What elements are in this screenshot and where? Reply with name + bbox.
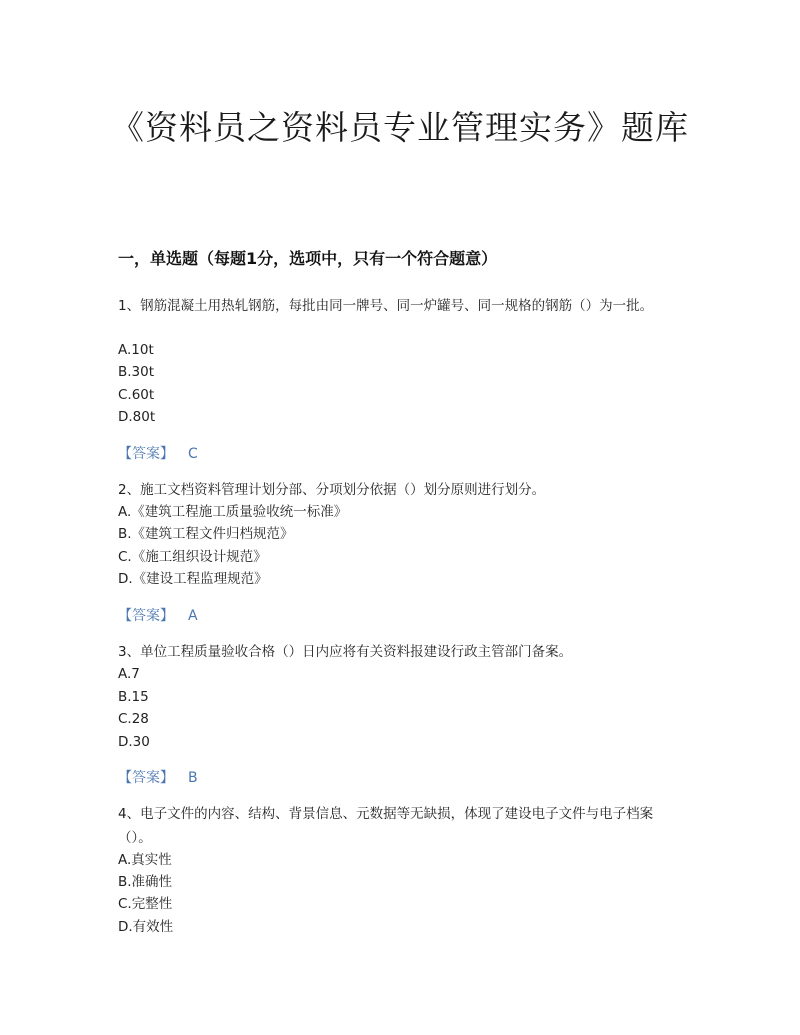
answer-value: C bbox=[188, 446, 198, 462]
question-4-option-d: D.有效性 bbox=[118, 919, 174, 935]
question-2-option-d: D.《建设工程监理规范》 bbox=[118, 571, 268, 587]
question-1-option-c: C.60t bbox=[118, 387, 155, 403]
question-4-option-c: C.完整性 bbox=[118, 896, 173, 912]
question-3-option-d: D.30 bbox=[118, 734, 150, 750]
answer-label: 【答案】 bbox=[118, 608, 174, 624]
question-1-answer bbox=[118, 443, 198, 463]
question-1-option-b: B.30t bbox=[118, 364, 155, 380]
question-2-text: 2、施工文档资料管理计划分部、分项划分依据（）划分原则进行划分。 bbox=[118, 482, 546, 498]
question-4-option-b: B.准确性 bbox=[118, 874, 173, 890]
question-2-answer bbox=[118, 605, 198, 625]
question-3-option-c: C.28 bbox=[118, 711, 149, 727]
question-3-text: 3、单位工程质量验收合格（）日内应将有关资料报建设行政主管部门备案。 bbox=[118, 644, 573, 660]
question-3-option-b: B.15 bbox=[118, 689, 149, 705]
question-1-option-d: D.80t bbox=[118, 409, 156, 425]
document-title: 《资料员之资料员专业管理实务》题库 bbox=[111, 108, 689, 147]
answer-label: 【答案】 bbox=[118, 446, 174, 462]
question-3-answer bbox=[118, 767, 198, 787]
answer-value: B bbox=[188, 770, 198, 786]
question-2-option-a: A.《建筑工程施工质量验收统一标准》 bbox=[118, 504, 348, 520]
question-4-option-a: A.真实性 bbox=[118, 852, 172, 868]
question-1-option-a: A.10t bbox=[118, 342, 154, 358]
question-2-option-b: B.《建筑工程文件归档规范》 bbox=[118, 526, 294, 542]
question-4-text: 4、电子文件的内容、结构、背景信息、元数据等无缺损，体现了建设电子文件与电子档案（）。 bbox=[118, 806, 654, 846]
answer-value: A bbox=[188, 608, 198, 624]
question-3-option-a: A.7 bbox=[118, 666, 140, 682]
question-2-option-c: C.《施工组织设计规范》 bbox=[118, 549, 267, 565]
answer-label: 【答案】 bbox=[118, 770, 174, 786]
question-1-text: 1、钢筋混凝土用热轧钢筋，每批由同一牌号、同一炉罐号、同一规格的钢筋（）为一批。 bbox=[118, 298, 654, 314]
section-heading: 一，单选题（每题1分，选项中，只有一个符合题意） bbox=[118, 249, 498, 268]
